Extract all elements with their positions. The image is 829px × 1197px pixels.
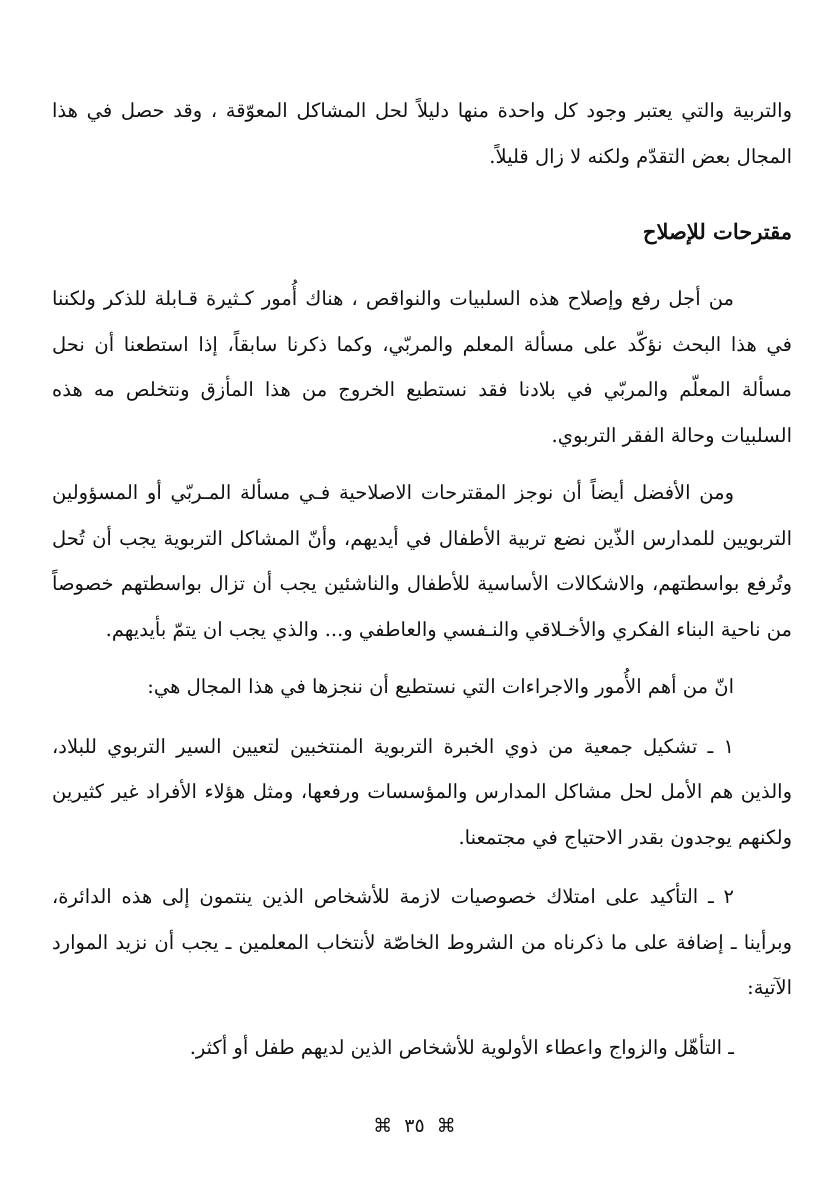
intro-paragraph: والتربية والتي يعتبر وجود كل واحدة منها دليلاً لحل المشاكل المعوّقة ، وقد حصل في هذا المجال بعض التقدّم ولكنه لا زال قليلاً. [52,99,792,168]
ornament-left-icon: ⌘ [373,1115,393,1137]
page-number: ٣٥ [404,1115,425,1137]
page-body [52,88,792,1070]
list-item-1: ١ ـ تشكيل جمعية من ذوي الخبرة التربوية المنتخبين لتعيين السير التربوي للبلاد، والذين هم الأمل لحل مشاكل المدارس والمؤسسات ورفعها، ومثل هؤلاء الأفراد غير كثيرين ولكنهم يوجدون بقدر الاحتياج في مجتمعنا. [52,734,792,849]
page-footer [0,1115,829,1137]
section-heading: مقترحات للإصلاح [642,219,792,244]
paragraph-3: انّ من أهم الأُمور والاجراءات التي نستطيع أن ننجزها في هذا المجال هي: [147,675,734,698]
paragraph-2: ومن الأفضل أيضاً أن نوجز المقترحات الاصلاحية فـي مسألة المـربّي أو المسؤولين التربويين للمدارس الذّين نضع تربية الأطفال في أيديهم، وأنّ المشاكل التربوية يجب أن تُحل وتُرفع بواسطتهم، والاشكالات الأساسية للأطفال والناشئين يجب أن تزال بواسطتهم خصوصاً من ناحية البناء الفكري والأخـلاقي والنـفسي والعاطفي و... والذي يجب ان يتمّ بأيديهم. [52,481,792,641]
sub-item-1: ـ التأهّل والزواج واعطاء الأولوية للأشخاص الذين لديهم طفل أو أكثر. [189,1035,734,1059]
ornament-right-icon: ⌘ [436,1115,456,1137]
list-item-2: ٢ ـ التأكيد على امتلاك خصوصيات لازمة للأشخاص الذين ينتمون إلى هذه الدائرة، وبرأينا ـ إضافة على ما ذكرناه من الشروط الخاصّة لأنتخاب المعلمين ـ يجب أن نزيد الموارد الآتية: [52,885,792,999]
paragraph-1: من أجل رفع وإصلاح هذه السلبيات والنواقص ، هناك أُمور كـثيرة قـابلة للذكر ولكننا في هذا البحث نؤكّد على مسألة المعلم والمربّي، وكما ذكرنا سابقاً، إذا استطعنا أن نحل مسألة المعلّم والمربّي في بلادنا فقد نستطيع الخروج من هذا المأزق ونتخلص مه هذه السلبيات وحالة الفقر التربوي. [52,287,792,447]
